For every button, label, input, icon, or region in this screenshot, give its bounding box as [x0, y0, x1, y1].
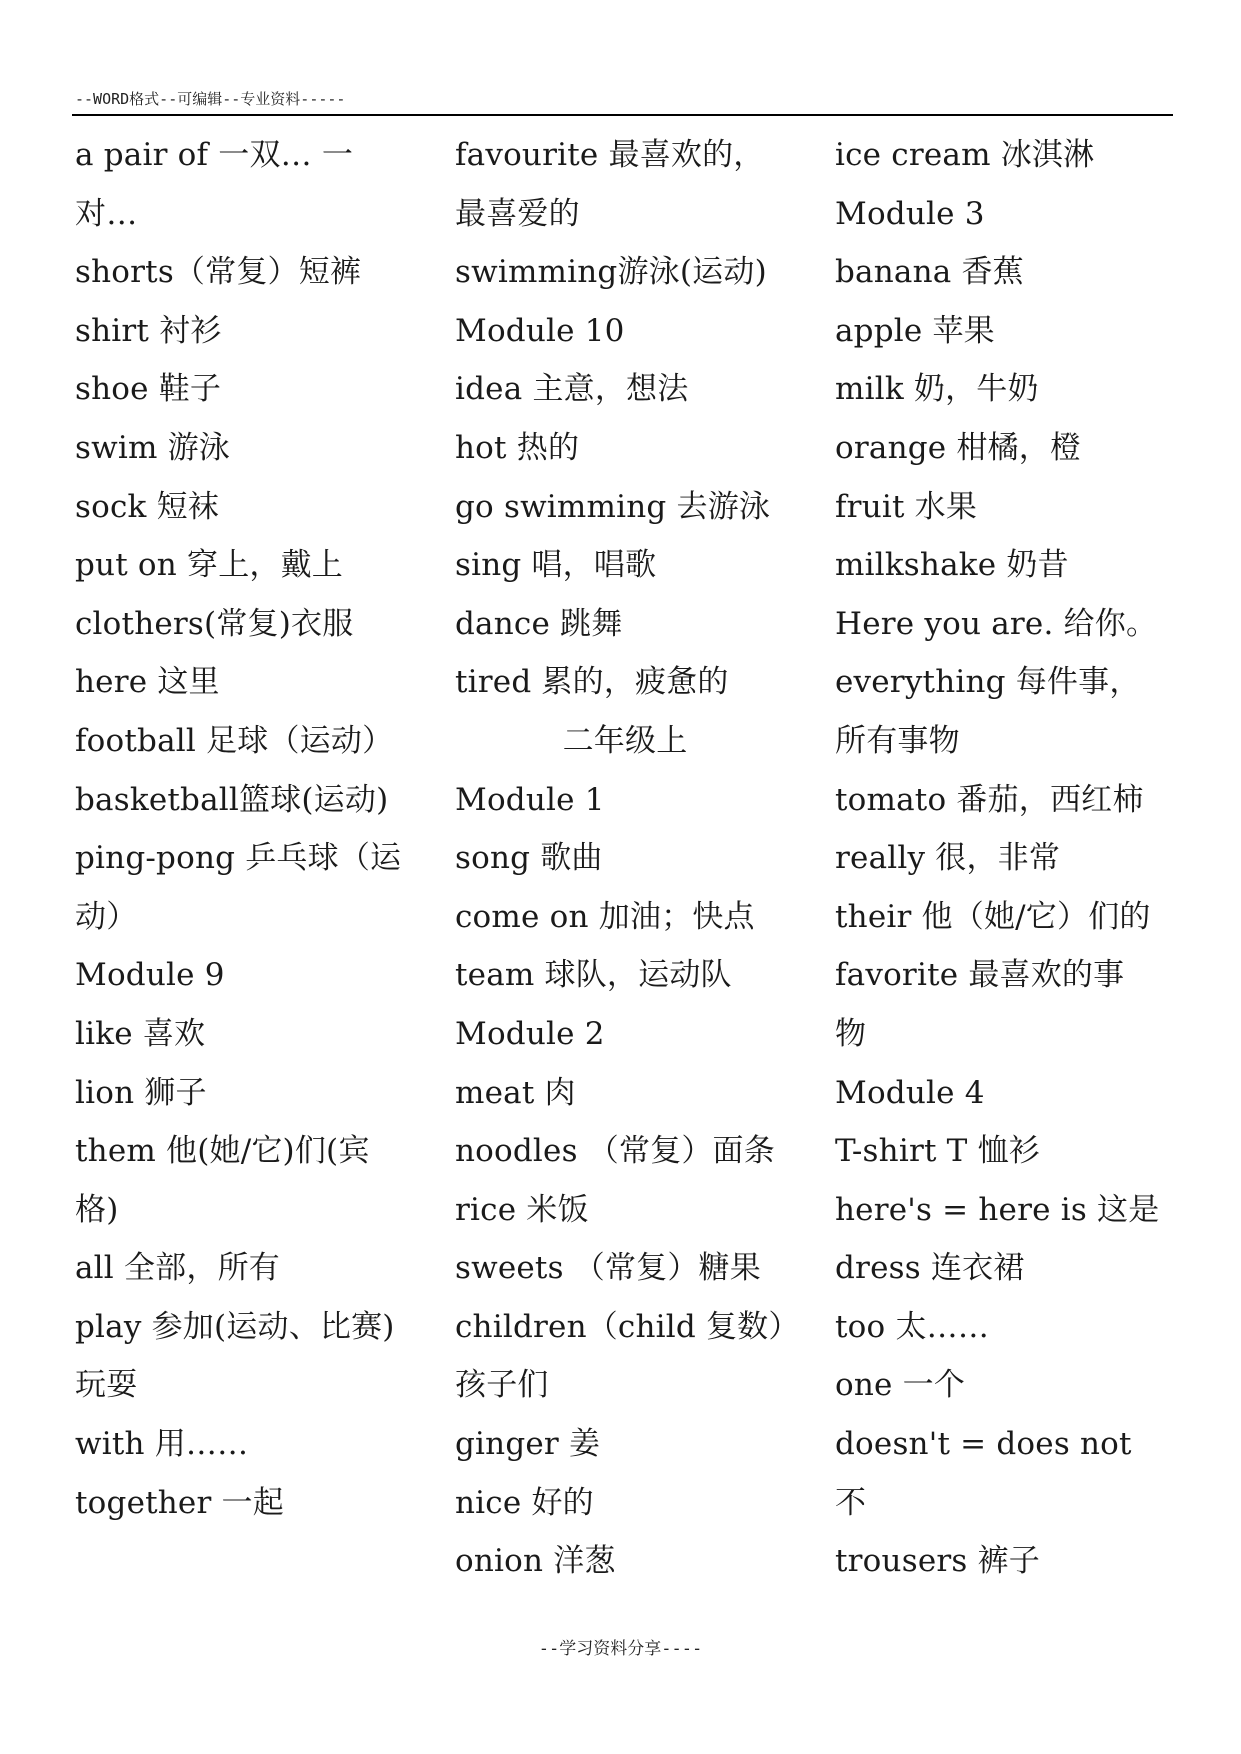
vocab-line: sweets （常复）糖果: [455, 1250, 761, 1287]
vocab-line: hot 热的: [455, 429, 580, 466]
vocab-line: swim 游泳: [75, 429, 231, 466]
vocab-line: everything 每件事，: [835, 664, 1141, 701]
header-divider: [72, 114, 1173, 116]
vocab-line: doesn't = does not: [835, 1426, 1132, 1463]
vocab-line: T-shirt T 恤衫: [835, 1133, 1041, 1170]
vocab-line: sing 唱，唱歌: [455, 547, 657, 584]
vocab-line: Module 1: [455, 781, 605, 818]
vocab-line: ginger 姜: [455, 1426, 601, 1463]
vocab-line: 孩子们: [455, 1367, 549, 1404]
page-header: --WORD格式--可编辑--专业资料-----: [75, 90, 346, 108]
vocab-line: their 他（她/它）们的: [835, 898, 1151, 935]
vocab-line: here 这里: [75, 664, 220, 701]
vocab-line: dress 连衣裙: [835, 1250, 1025, 1287]
vocab-line: tired 累的，疲惫的: [455, 664, 729, 701]
vocab-line: shirt 衬衫: [75, 312, 222, 349]
vocab-line: shoe 鞋子: [75, 371, 222, 408]
vocab-line: with 用……: [75, 1426, 249, 1463]
vocab-line: sock 短袜: [75, 488, 219, 525]
vocab-line: football 足球（运动）: [75, 722, 394, 759]
vocab-line: 格): [75, 1191, 119, 1228]
vocab-line: apple 苹果: [835, 312, 995, 349]
vocab-line: swimming游泳(运动): [455, 254, 767, 291]
vocab-line: Module 10: [455, 312, 625, 349]
vocab-line: a pair of 一双… 一: [75, 137, 354, 173]
vocab-line: 物: [835, 1015, 867, 1052]
vocab-line: lion 狮子: [75, 1074, 207, 1111]
vocab-line: favourite 最喜欢的，: [455, 137, 765, 173]
vocab-line: fruit 水果: [835, 488, 978, 525]
vocab-line: together 一起: [75, 1484, 284, 1521]
vocab-line: favorite 最喜欢的事: [835, 957, 1125, 994]
vocab-line: go swimming 去游泳: [455, 488, 771, 525]
vocab-line: here's = here is 这是: [835, 1191, 1160, 1228]
vocab-line: Module 3: [835, 195, 985, 232]
vocab-line: meat 肉: [455, 1074, 576, 1111]
vocab-line: 对…: [75, 195, 138, 232]
vocab-line: dance 跳舞: [455, 605, 623, 642]
vocab-line: banana 香蕉: [835, 254, 1024, 291]
vocab-line: all 全部，所有: [75, 1250, 280, 1287]
vocab-line: 动）: [75, 898, 138, 935]
vocab-line: 二年级上: [562, 722, 688, 759]
vocab-line: really 很，非常: [835, 840, 1061, 877]
vocab-line: trousers 裤子: [835, 1543, 1040, 1580]
column-3: [835, 126, 1180, 1591]
vocab-line: Module 2: [455, 1015, 605, 1052]
vocab-line: Here you are. 给你。: [835, 605, 1158, 642]
vocab-line: like 喜欢: [75, 1015, 206, 1052]
vocab-line: 最喜爱的: [455, 195, 580, 232]
vocab-line: 不: [835, 1484, 867, 1521]
vocab-line: too 太……: [835, 1308, 990, 1345]
page-footer: --学习资料分享----: [538, 1639, 703, 1659]
vocab-line: idea 主意，想法: [455, 371, 689, 408]
vocab-line: Module 9: [75, 957, 225, 994]
vocab-line: ping-pong 乒乓球（运: [75, 840, 402, 877]
vocab-line: rice 米饭: [455, 1191, 589, 1228]
vocab-line: nice 好的: [455, 1484, 594, 1521]
vocab-line: 玩耍: [75, 1367, 138, 1404]
vocab-line: noodles （常复）面条: [455, 1133, 775, 1170]
vocab-line: one 一个: [835, 1367, 966, 1404]
vocab-line: shorts（常复）短裤: [75, 254, 362, 291]
column-2: [455, 126, 815, 1591]
vocab-line: orange 柑橘，橙: [835, 429, 1082, 466]
vocab-line: Module 4: [835, 1074, 985, 1111]
vocab-line: put on 穿上，戴上: [75, 547, 344, 584]
vocab-line: them 他(她/它)们(宾: [75, 1133, 370, 1170]
vocab-line: basketball篮球(运动): [75, 781, 389, 818]
vocab-line: come on 加油；快点: [455, 898, 755, 935]
vocab-line: play 参加(运动、比赛): [75, 1308, 395, 1345]
vocab-line: ice cream 冰淇淋: [835, 137, 1095, 173]
vocab-line: 所有事物: [835, 722, 960, 759]
vocab-line: milkshake 奶昔: [835, 547, 1069, 584]
vocab-line: tomato 番茄，西红柿: [835, 781, 1144, 818]
column-1: [75, 126, 425, 1532]
vocab-line: clothers(常复)衣服: [75, 605, 354, 642]
vocab-line: milk 奶，牛奶: [835, 371, 1039, 408]
vocab-line: song 歌曲: [455, 840, 603, 877]
vocab-line: children（child 复数）: [455, 1308, 800, 1345]
vocab-line: team 球队，运动队: [455, 957, 732, 994]
vocab-line: onion 洋葱: [455, 1543, 616, 1580]
